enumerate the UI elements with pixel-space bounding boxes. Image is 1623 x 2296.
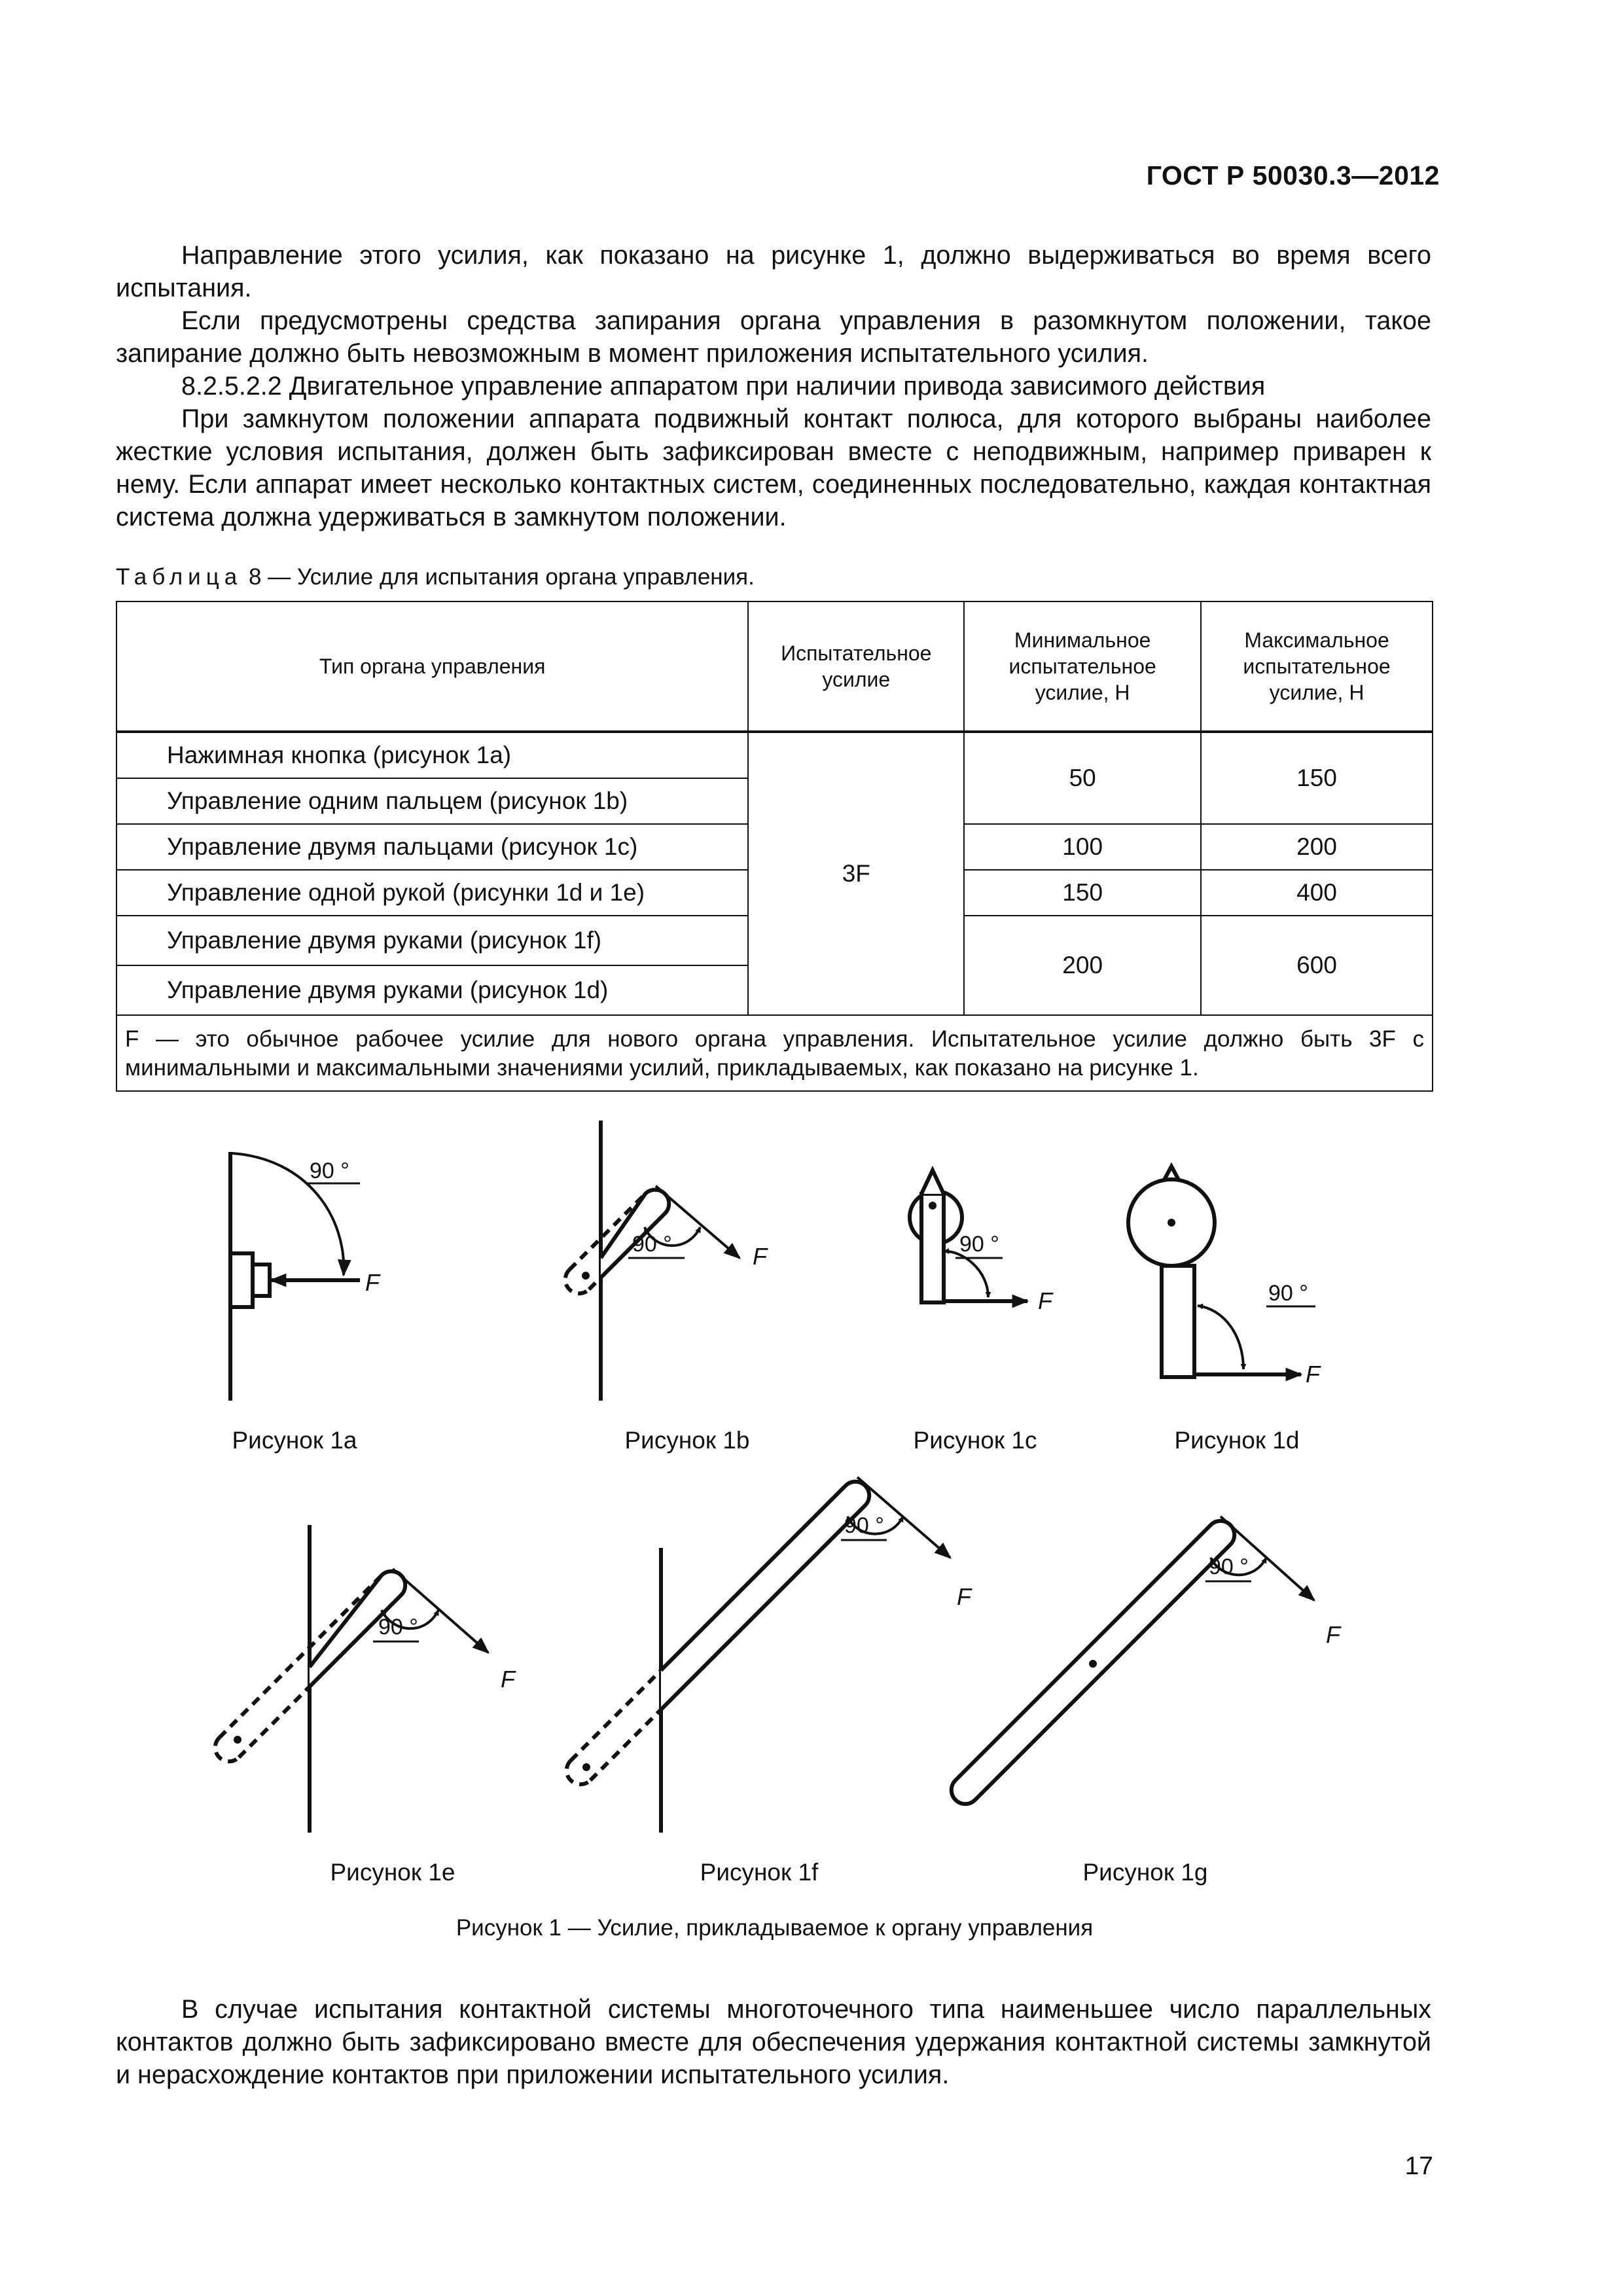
control-type-cell: Управление двумя пальцами (рисунок 1с) (116, 824, 748, 870)
figure-1a-drawing (230, 1152, 381, 1401)
angle-label: 90 ° (844, 1513, 884, 1538)
min-force-cell: 50 (964, 732, 1201, 824)
min-force-cell: 100 (964, 824, 1201, 870)
paragraph: Если предусмотрены средства запирания органа управления в разомкнутом положении, такое запирание должно быть невозможным в момент приложения испытательного усилия. (116, 306, 1431, 368)
figure-1b-drawing (565, 1121, 768, 1401)
angle-label: 90 ° (1268, 1281, 1308, 1306)
table-header-row (116, 601, 1433, 732)
control-type-cell: Нажимная кнопка (рисунок 1а) (116, 732, 748, 778)
angle-label: 90 ° (959, 1232, 999, 1257)
angle-label: 90 ° (310, 1158, 349, 1183)
max-force-cell: 200 (1201, 824, 1433, 870)
force-label: F (1038, 1287, 1052, 1314)
min-force-cell: 150 (964, 870, 1201, 916)
figure-label: Рисунок 1b (624, 1427, 750, 1454)
figure-1c-drawing (910, 1170, 1054, 1314)
figure-label: Рисунок 1g (1082, 1859, 1208, 1886)
force-label: F (365, 1269, 380, 1296)
max-force-cell: 400 (1201, 870, 1433, 916)
control-type-cell: Управление двумя руками (рисунок 1d) (116, 965, 748, 1015)
column-header: Минимальное испытательное усилие, Н (964, 601, 1201, 732)
force-label: F (1306, 1361, 1320, 1388)
paragraph: При замкнутом положении аппарата подвижный контакт полюса, для которого выбраны наиболее жесткие условия испытания, должен быть зафиксирован вместе с неподвижным, например приварен к нему. Если аппарат имеет несколько контактных систем, соединенных последовательно, каждая контактная система должна удерживаться в замкнутом положении. (116, 404, 1431, 531)
figure-1f-drawing (567, 1477, 972, 1833)
figure-1g-drawing (952, 1516, 1342, 1804)
table-caption-text: 8 — Усилие для испытания органа управления. (242, 564, 755, 590)
figure-label: Рисунок 1с (913, 1427, 1037, 1454)
control-type-cell: Управление двумя руками (рисунок 1f) (116, 916, 748, 965)
figure-caption: Рисунок 1 — Усилие, прикладываемое к органу управления (455, 1915, 1094, 1941)
body-text-bottom (116, 1993, 1431, 2091)
force-label: F (753, 1243, 767, 1270)
paragraph: В случае испытания контактной системы многоточечного типа наименьшее число параллельных контактов должно быть зафиксировано вместе для обеспечения удержания контактной системы замкнутой и нерасхождение контактов при приложении испытательного усилия. (116, 1995, 1431, 2089)
force-label: F (1326, 1621, 1340, 1648)
table-caption-word: Таблица (116, 564, 243, 590)
test-force-cell: 3F (748, 732, 964, 1015)
table-row (116, 732, 1433, 778)
table-note-row (116, 1015, 1433, 1091)
table-caption (116, 564, 755, 590)
figure-label: Рисунок 1а (232, 1427, 357, 1454)
figure-label: Рисунок 1е (330, 1859, 455, 1886)
angle-label: 90 ° (632, 1232, 672, 1257)
table-note: F — это обычное рабочее усилие для нового органа управления. Испытательное усилие должно быть 3F с минимальными и максимальными значениями усилий, прикладываемых, как показано на рисунке 1. (116, 1015, 1433, 1091)
column-header: Максимальное испытательное усилие, Н (1201, 601, 1433, 732)
body-text-top (116, 239, 1431, 533)
paragraph: Направление этого усилия, как показано на рисунке 1, должно выдерживаться во время всего испытания. (116, 241, 1431, 302)
control-type-cell: Управление одной рукой (рисунки 1d и 1e) (116, 870, 748, 916)
control-type-cell: Управление одним пальцем (рисунок 1b) (116, 778, 748, 824)
angle-label: 90 ° (378, 1615, 418, 1640)
max-force-cell: 600 (1201, 916, 1433, 1015)
force-table (116, 601, 1433, 1092)
column-header: Тип органа управления (116, 601, 748, 732)
page-number: 17 (1404, 2152, 1433, 2180)
figure-label: Рисунок 1d (1174, 1427, 1300, 1454)
force-label: F (501, 1666, 515, 1693)
figure-1d-drawing (1128, 1166, 1321, 1388)
max-force-cell: 150 (1201, 732, 1433, 824)
column-header: Испытательное усилие (748, 601, 964, 732)
figure-1e-drawing (215, 1525, 516, 1833)
figure-label: Рисунок 1f (700, 1859, 819, 1886)
document-header: ГОСТ Р 50030.3—2012 (1146, 160, 1440, 190)
figure-1-drawings (111, 1113, 1512, 1950)
section-heading: 8.2.5.2.2 Двигательное управление аппаратом при наличии привода зависимого действия (181, 372, 1266, 401)
angle-label: 90 ° (1209, 1554, 1249, 1579)
min-force-cell: 200 (964, 916, 1201, 1015)
force-label: F (957, 1583, 971, 1610)
